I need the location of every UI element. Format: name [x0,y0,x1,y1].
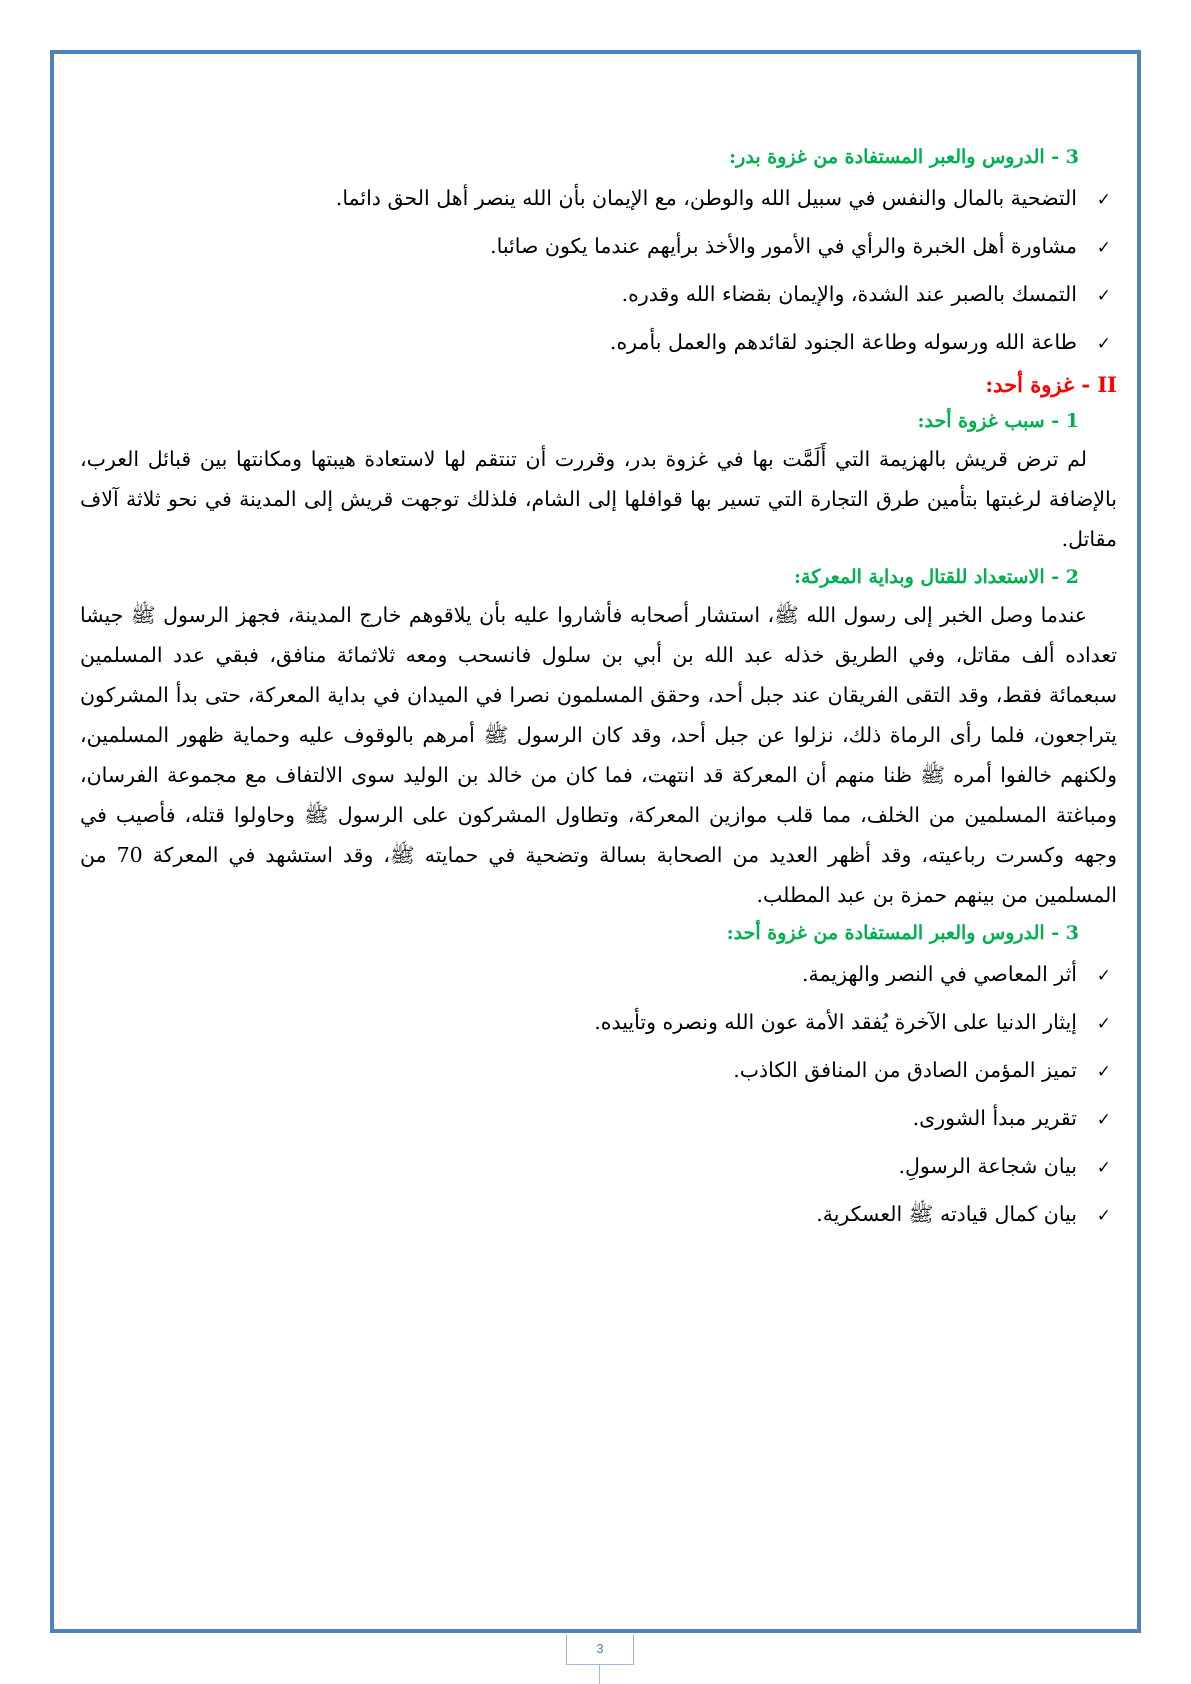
uhud-battle-heading: 2 - الاستعداد للقتال وبداية المعركة: [794,566,1079,588]
list-item [80,1095,1117,1143]
list-item [80,271,1117,319]
list-item-text: التمسك بالصبر عند الشدة، والإيمان بقضاء الله وقدره. [621,282,1077,306]
uhud-lessons-list [80,951,1117,1239]
check-icon: ✓ [1096,1206,1111,1226]
check-icon: ✓ [1096,1014,1111,1034]
uhud-cause-heading: 1 - سبب غزوة أحد: [917,410,1079,432]
list-item [80,1143,1117,1191]
badr-lessons-list [80,175,1117,367]
uhud-cause-paragraph: لم ترض قريش بالهزيمة التي أَلَمَّت بها في غزوة بدر، وقررت أن تنتقم لها لاستعادة هيبتها ومكانتها بين قبائل العرب، بالإضافة لرغبتها بتأمين طرق التجارة التي تسير بها قوافلها إلى الشام، فلذلك توجهت قريش إلى المدينة في نحو ثلاثة آلاف مقاتل. [80,447,1117,551]
check-icon: ✓ [1096,334,1111,354]
check-icon: ✓ [1096,966,1111,986]
list-item [80,951,1117,999]
list-item-text: مشاورة أهل الخبرة والرأي في الأمور والأخذ برأيهم عندما يكون صائبا. [490,234,1077,258]
list-item-text: التضحية بالمال والنفس في سبيل الله والوطن، مع الإيمان بأن الله ينصر أهل الحق دائما. [335,186,1077,210]
uhud-section-heading: II - غزوة أحد: [985,372,1117,397]
list-item [80,999,1117,1047]
list-item [80,1191,1117,1239]
list-item-text: طاعة الله ورسوله وطاعة الجنود لقائدهم والعمل بأمره. [609,330,1077,354]
check-icon: ✓ [1096,1062,1111,1082]
check-icon: ✓ [1096,286,1111,306]
page-number: 3 [566,1634,634,1665]
list-item-text: بيان شجاعة الرسولِ. [898,1154,1077,1178]
list-item-text: بيان كمال قيادته ﷺ العسكرية. [816,1202,1077,1226]
page-number-divider [599,1665,600,1684]
list-item-text: تقرير مبدأ الشورى. [912,1106,1077,1130]
uhud-lessons-heading: 3 - الدروس والعبر المستفادة من غزوة أحد: [726,922,1079,944]
list-item [80,175,1117,223]
badr-lessons-heading: 3 - الدروس والعبر المستفادة من غزوة بدر: [729,146,1079,168]
check-icon: ✓ [1096,190,1111,210]
uhud-battle-paragraph: عندما وصل الخبر إلى رسول الله ﷺ، استشار أصحابه فأشاروا عليه بأن يلاقوهم خارج المدينة، فجهز الرسول ﷺ جيشا تعداده ألف مقاتل، وفي الطريق خذله عبد الله بن أبي بن سلول فانسحب ومعه ثلاثمائة منافق، فبقي عدد المسلمين سبعمائة فقط، وقد التقى الفريقان عند جبل أحد، وحقق المسلمون نصرا في الميدان في بداية المعركة، حتى بدأ المشركون يتراجعون، فلما رأى الرماة ذلك، نزلوا عن جبل أحد، وقد كان الرسول ﷺ أمرهم بالوقوف عليه وحماية ظهور المسلمين، ولكنهم خالفوا أمره ﷺ ظنا منهم أن المعركة قد انتهت، فما كان من خالد بن الوليد سوى الالتفاف مع مجموعة الفرسان، ومباغتة المسلمين من الخلف، مما قلب موازين المعركة، وتطاول المشركون على الرسول ﷺ وحاولوا قتله، فأصيب في وجهه وكسرت رباعيته، وقد أظهر العديد من الصحابة بسالة وتضحية في حمايته ﷺ، وقد استشهد في المعركة 70 من المسلمين من بينهم حمزة بن عبد المطلب. [80,603,1117,907]
list-item [80,1047,1117,1095]
check-icon: ✓ [1096,238,1111,258]
list-item [80,319,1117,367]
list-item-text: إيثار الدنيا على الآخرة يُفقد الأمة عون الله ونصره وتأييده. [594,1010,1077,1034]
check-icon: ✓ [1096,1158,1111,1178]
list-item-text: تميز المؤمن الصادق من المنافق الكاذب. [733,1058,1077,1082]
list-item-text: أثر المعاصي في النصر والهزيمة. [802,962,1077,986]
check-icon: ✓ [1096,1110,1111,1130]
document-body [80,145,1117,1243]
list-item [80,223,1117,271]
